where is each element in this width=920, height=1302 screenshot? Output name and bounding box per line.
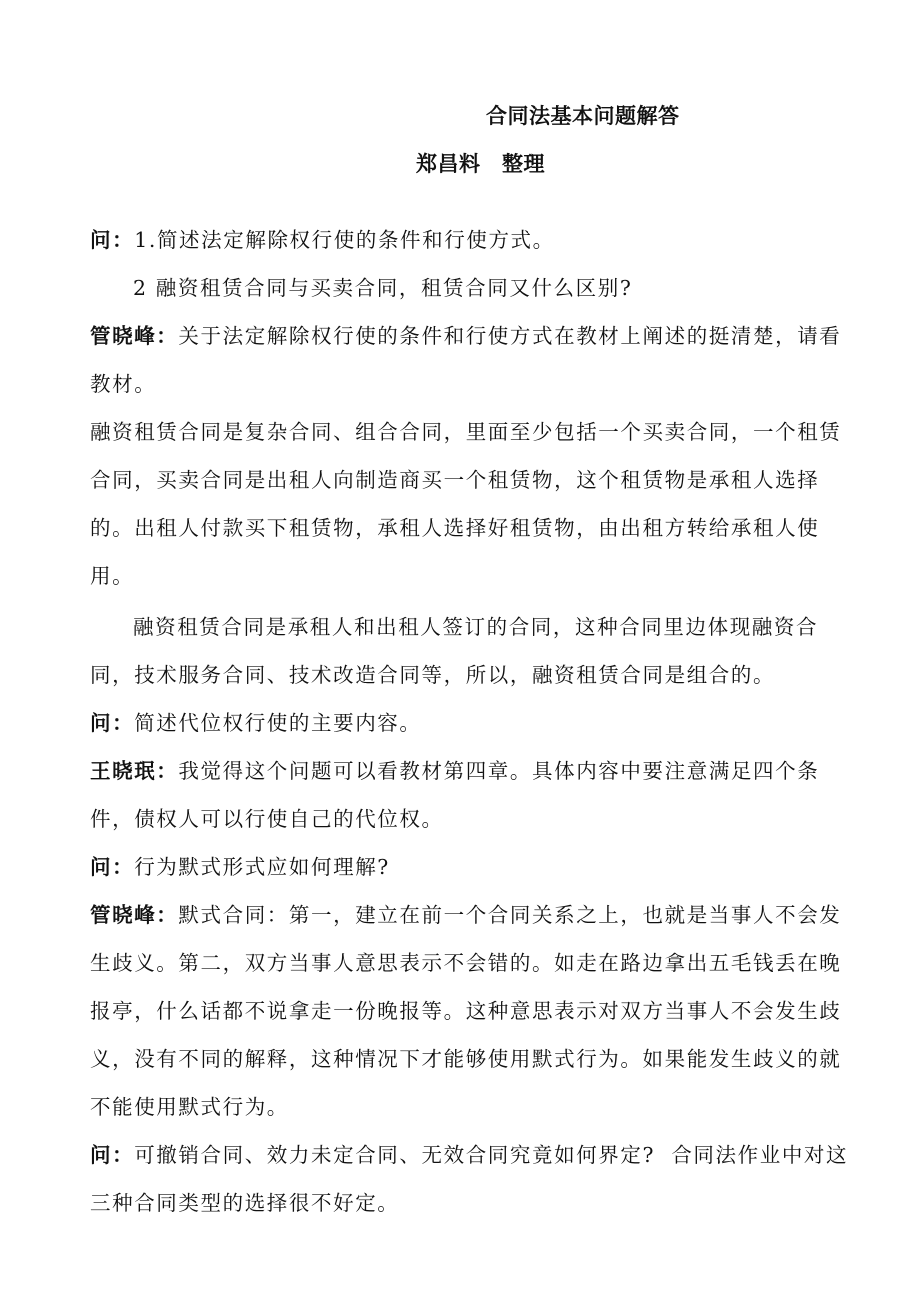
text-line <box>90 663 775 687</box>
text-line <box>90 420 841 444</box>
line-text: 不能使用默式行为。 <box>90 1095 289 1119</box>
speaker-label: 问： <box>90 1143 135 1167</box>
text-line <box>90 564 134 588</box>
line-text: 1.简述法定解除权行使的条件和行使方式。 <box>134 228 555 252</box>
line-text: 件，债权人可以行使自己的代位权。 <box>90 807 444 831</box>
speaker-label: 王晓珉： <box>90 759 179 783</box>
text-line <box>90 759 819 783</box>
line-text: 生歧义。第二，双方当事人意思表示不会错的。如走在路边拿出五毛钱丢在晚 <box>90 951 842 975</box>
line-text: 义，没有不同的解释，这种情况下才能够使用默式行为。如果能发生歧义的就 <box>90 1047 842 1071</box>
text-line <box>133 615 818 639</box>
line-text: 融资租赁合同是承租人和出租人签订的合同，这种合同里边体现融资合 <box>133 615 819 639</box>
document-title: 合同法基本问题解答 <box>486 104 680 128</box>
line-text: 合同，买卖合同是出租人向制造商买一个租赁物，这个租赁物是承租人选择 <box>90 468 820 492</box>
text-line <box>90 807 444 831</box>
text-line <box>90 324 841 348</box>
line-text: 我觉得这个问题可以看教材第四章。具体内容中要注意满足四个条 <box>178 759 820 783</box>
text-line <box>90 951 841 975</box>
text-line <box>90 516 819 540</box>
speaker-label: 问： <box>90 711 135 735</box>
speaker-label: 管晓峰： <box>90 324 179 348</box>
text-line <box>90 711 422 735</box>
line-text: 同，技术服务合同、技术改造合同等，所以，融资租赁合同是组合的。 <box>90 663 776 687</box>
line-text: 报亭，什么话都不说拿走一份晚报等。这种意思表示对双方当事人不会发生歧 <box>90 999 842 1023</box>
line-text: 的。出租人付款买下租赁物，承租人选择好租赁物，由出租方转给承租人使 <box>90 516 820 540</box>
text-line <box>90 1143 848 1167</box>
line-text: 2 融资租赁合同与买卖合同，租赁合同又什么区别? <box>133 276 633 300</box>
text-line <box>90 372 156 396</box>
text-line <box>90 1095 289 1119</box>
line-text: 教材。 <box>90 372 157 396</box>
line-text: 关于法定解除权行使的条件和行使方式在教材上阐述的挺清楚，请看 <box>178 324 842 348</box>
speaker-label: 问： <box>90 228 135 252</box>
document-author: 郑昌料 整理 <box>416 152 545 176</box>
line-text: 默式合同：第一，建立在前一个合同关系之上，也就是当事人不会发 <box>178 903 842 927</box>
line-text: 三种合同类型的选择很不好定。 <box>90 1191 400 1215</box>
line-text: 用。 <box>90 564 135 588</box>
text-line <box>90 228 555 252</box>
text-line <box>90 855 390 879</box>
text-line <box>90 999 841 1023</box>
line-text: 融资租赁合同是复杂合同、组合合同，里面至少包括一个买卖合同，一个租赁 <box>90 420 842 444</box>
line-text: 可撤销合同、效力未定合同、无效合同究竟如何界定? 合同法作业中对这 <box>134 1143 849 1167</box>
speaker-label: 问： <box>90 855 135 879</box>
speaker-label: 管晓峰： <box>90 903 179 927</box>
text-line <box>133 276 632 300</box>
text-line <box>90 1191 399 1215</box>
line-text: 行为默式形式应如何理解? <box>134 855 390 879</box>
text-line <box>90 1047 841 1071</box>
text-line <box>90 468 819 492</box>
text-line <box>90 903 841 927</box>
line-text: 简述代位权行使的主要内容。 <box>134 711 422 735</box>
